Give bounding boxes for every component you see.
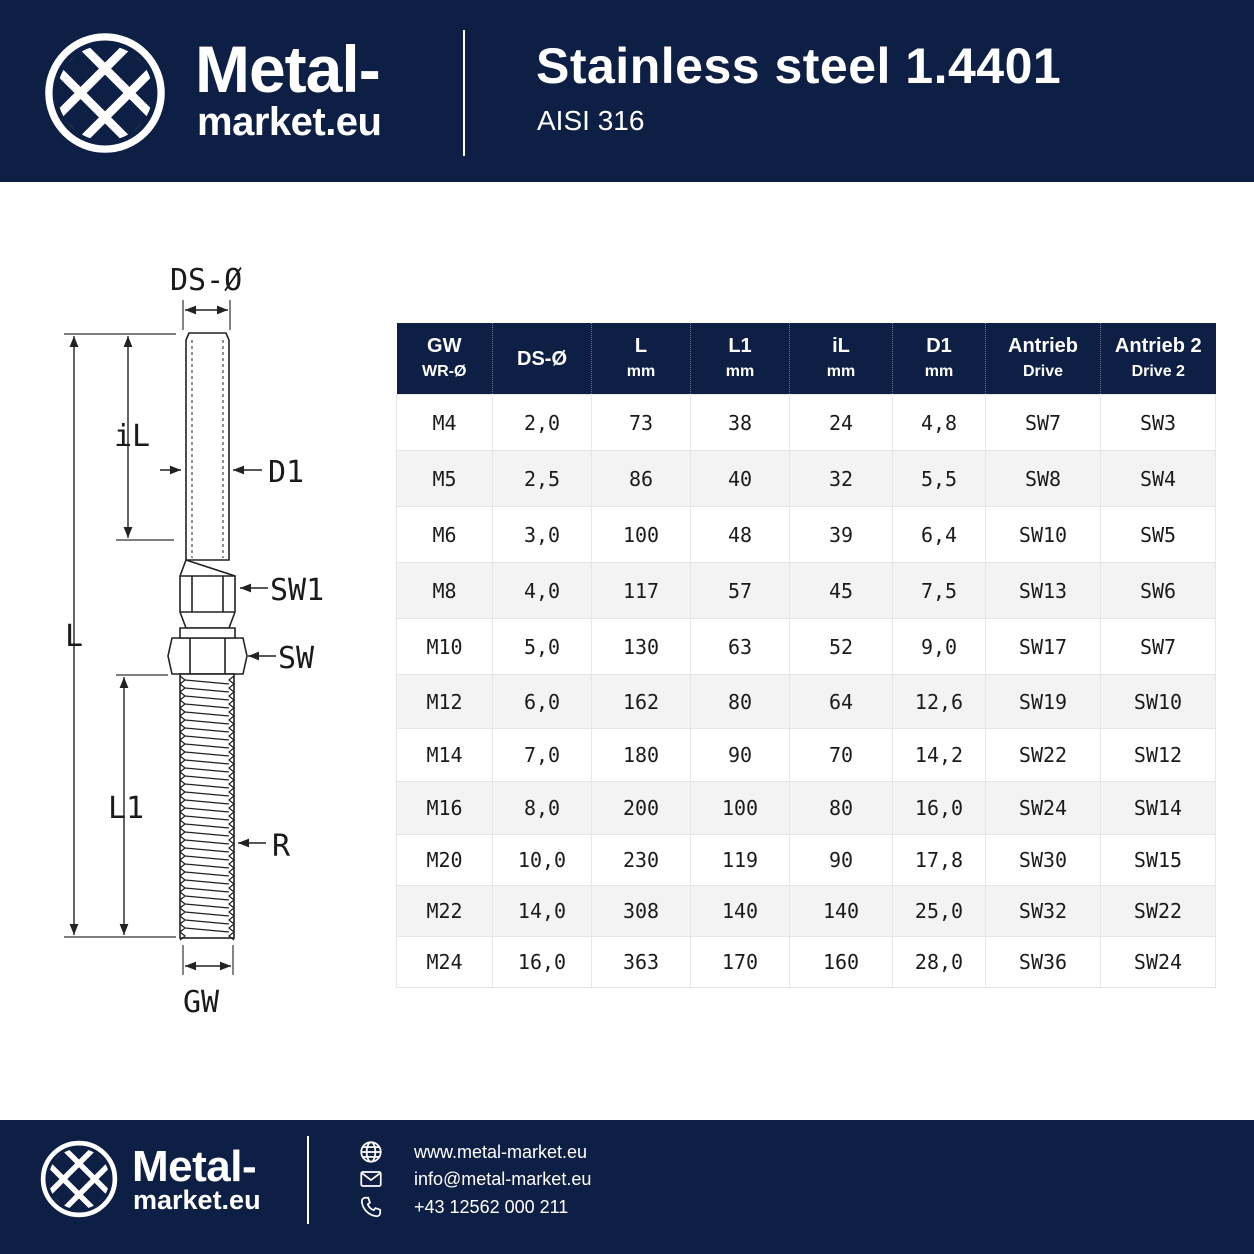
table-cell: 16,0 [493, 937, 592, 988]
table-row [397, 451, 1216, 507]
table-cell: M22 [397, 886, 493, 937]
page-title: Stainless steel 1.4401 [536, 38, 1062, 94]
column-header-title: GW [427, 335, 462, 357]
dim-label-il: iL [114, 419, 151, 454]
table-cell: 2,5 [493, 451, 592, 507]
brand-name-line1: Metal- [195, 32, 380, 106]
page-subtitle: AISI 316 [537, 105, 645, 136]
table-row [397, 507, 1216, 563]
table-cell: 119 [691, 835, 790, 886]
phone-icon [358, 1194, 384, 1220]
table-cell: SW10 [986, 507, 1101, 563]
table-cell: SW30 [986, 835, 1101, 886]
technical-drawing [50, 250, 370, 1040]
column-header [691, 323, 790, 395]
table-row [397, 563, 1216, 619]
table-cell: 170 [691, 937, 790, 988]
column-header-unit: mm [826, 363, 856, 380]
table-cell: SW5 [1101, 507, 1216, 563]
column-header [493, 323, 592, 395]
table-cell: 48 [691, 507, 790, 563]
table-cell: 12,6 [893, 675, 986, 729]
table-cell: M20 [397, 835, 493, 886]
table-cell: SW10 [1101, 675, 1216, 729]
table-cell: SW17 [986, 619, 1101, 675]
contact-website [358, 1139, 588, 1165]
table-cell: 80 [691, 675, 790, 729]
column-header [790, 323, 893, 395]
brand-logo-icon [40, 1140, 118, 1218]
table-cell: 4,8 [893, 395, 986, 451]
table-cell: SW4 [1101, 451, 1216, 507]
table-cell: M4 [397, 395, 493, 451]
table-cell: 6,4 [893, 507, 986, 563]
table-cell: 16,0 [893, 782, 986, 835]
table-cell: 117 [592, 563, 691, 619]
table-row [397, 619, 1216, 675]
column-header-title: L [634, 335, 648, 357]
table-cell: SW32 [986, 886, 1101, 937]
table-cell: 6,0 [493, 675, 592, 729]
table-row [397, 937, 1216, 988]
table-cell: 14,0 [493, 886, 592, 937]
column-header-title: D1 [926, 335, 952, 357]
table-cell: 90 [790, 835, 893, 886]
table-cell: SW3 [1101, 395, 1216, 451]
table-cell: 64 [790, 675, 893, 729]
table-cell: M12 [397, 675, 493, 729]
table-cell: SW6 [1101, 563, 1216, 619]
footer-brand-line2: market.eu [133, 1185, 261, 1215]
table-cell: SW7 [1101, 619, 1216, 675]
table-row [397, 886, 1216, 937]
column-header-unit: mm [626, 363, 656, 380]
table-cell: M8 [397, 563, 493, 619]
table-cell: 180 [592, 729, 691, 782]
table-cell: 140 [790, 886, 893, 937]
table-cell: 9,0 [893, 619, 986, 675]
table-row [397, 782, 1216, 835]
table-cell: SW13 [986, 563, 1101, 619]
table-cell: SW7 [986, 395, 1101, 451]
column-header [893, 323, 986, 395]
column-header-title: L1 [728, 335, 752, 357]
column-header [986, 323, 1101, 395]
footer-brand-line1: Metal- [132, 1142, 257, 1191]
table-cell: SW19 [986, 675, 1101, 729]
table-cell: 5,5 [893, 451, 986, 507]
table-cell: 363 [592, 937, 691, 988]
table-cell: 39 [790, 507, 893, 563]
table-cell: 100 [592, 507, 691, 563]
column-header-unit: mm [924, 363, 954, 380]
column-header-title: Antrieb 2 [1114, 335, 1202, 357]
table-cell: SW8 [986, 451, 1101, 507]
table-cell: 70 [790, 729, 893, 782]
table-row [397, 395, 1216, 451]
table-row [397, 729, 1216, 782]
table-cell: 86 [592, 451, 691, 507]
dim-label-sw: SW [278, 641, 315, 676]
table-cell: 130 [592, 619, 691, 675]
column-header-title: DS-Ø [517, 347, 567, 370]
table-cell: SW22 [986, 729, 1101, 782]
table-cell: 25,0 [893, 886, 986, 937]
table-cell: 32 [790, 451, 893, 507]
contact-phone [358, 1194, 569, 1220]
table-cell: 52 [790, 619, 893, 675]
brand-logo-icon [44, 32, 166, 154]
table-cell: SW24 [986, 782, 1101, 835]
dim-label-d1: D1 [268, 455, 305, 490]
table-cell: 73 [592, 395, 691, 451]
column-header [1101, 323, 1216, 395]
table-cell: 5,0 [493, 619, 592, 675]
footer [0, 1120, 1254, 1254]
spec-table [396, 323, 1216, 988]
header-banner [0, 0, 1254, 182]
table-cell: M16 [397, 782, 493, 835]
table-cell: 7,0 [493, 729, 592, 782]
dim-label-l: L [65, 619, 84, 654]
table-cell: 14,2 [893, 729, 986, 782]
table-cell: 3,0 [493, 507, 592, 563]
column-header [592, 323, 691, 395]
table-cell: M10 [397, 619, 493, 675]
globe-icon [358, 1139, 384, 1165]
table-cell: 10,0 [493, 835, 592, 886]
table-cell: M5 [397, 451, 493, 507]
table-cell: 2,0 [493, 395, 592, 451]
table-cell: 17,8 [893, 835, 986, 886]
dim-label-l1: L1 [108, 791, 145, 826]
table-cell: 45 [790, 563, 893, 619]
brand-name-line2: market.eu [197, 100, 382, 144]
phone-link[interactable]: +43 12562 000 211 [414, 1197, 569, 1217]
contact-email [358, 1166, 592, 1192]
column-header-title: Antrieb [1008, 335, 1078, 357]
table-cell: 200 [592, 782, 691, 835]
dim-label-ds: DS-Ø [170, 263, 243, 298]
column-header-unit: Drive [1022, 363, 1064, 380]
table-cell: SW15 [1101, 835, 1216, 886]
table-row [397, 675, 1216, 729]
table-cell: 100 [691, 782, 790, 835]
column-header-unit: WR-Ø [422, 363, 467, 380]
column-header [397, 323, 493, 395]
header-divider [463, 30, 465, 156]
table-cell: 7,5 [893, 563, 986, 619]
table-body [397, 395, 1216, 988]
table-cell: SW24 [1101, 937, 1216, 988]
website-link[interactable]: www.metal-market.eu [414, 1142, 588, 1162]
column-header-title: iL [832, 335, 850, 357]
table-cell: SW36 [986, 937, 1101, 988]
table-cell: 24 [790, 395, 893, 451]
table-cell: SW14 [1101, 782, 1216, 835]
table-cell: 160 [790, 937, 893, 988]
column-header-unit: Drive 2 [1131, 363, 1185, 380]
table-cell: M14 [397, 729, 493, 782]
footer-divider [307, 1136, 309, 1224]
email-link[interactable]: info@metal-market.eu [414, 1169, 592, 1189]
table-cell: 308 [592, 886, 691, 937]
table-cell: 230 [592, 835, 691, 886]
swage-stud-part [168, 333, 247, 938]
table-cell: 57 [691, 563, 790, 619]
column-header-unit: mm [725, 363, 755, 380]
table-cell: SW12 [1101, 729, 1216, 782]
table-row [397, 835, 1216, 886]
table-cell: 162 [592, 675, 691, 729]
table-cell: 40 [691, 451, 790, 507]
table-cell: 63 [691, 619, 790, 675]
table-cell: 80 [790, 782, 893, 835]
table-header-row [397, 323, 1216, 395]
table-cell: M24 [397, 937, 493, 988]
table-cell: SW22 [1101, 886, 1216, 937]
dim-label-r: R [272, 829, 291, 864]
mail-icon [358, 1166, 384, 1192]
table-cell: 4,0 [493, 563, 592, 619]
dim-label-gw: GW [183, 985, 220, 1020]
table-cell: 8,0 [493, 782, 592, 835]
table-cell: 28,0 [893, 937, 986, 988]
table-cell: 38 [691, 395, 790, 451]
dim-label-sw1: SW1 [270, 573, 325, 608]
table-cell: 90 [691, 729, 790, 782]
table-cell: 140 [691, 886, 790, 937]
table-cell: M6 [397, 507, 493, 563]
